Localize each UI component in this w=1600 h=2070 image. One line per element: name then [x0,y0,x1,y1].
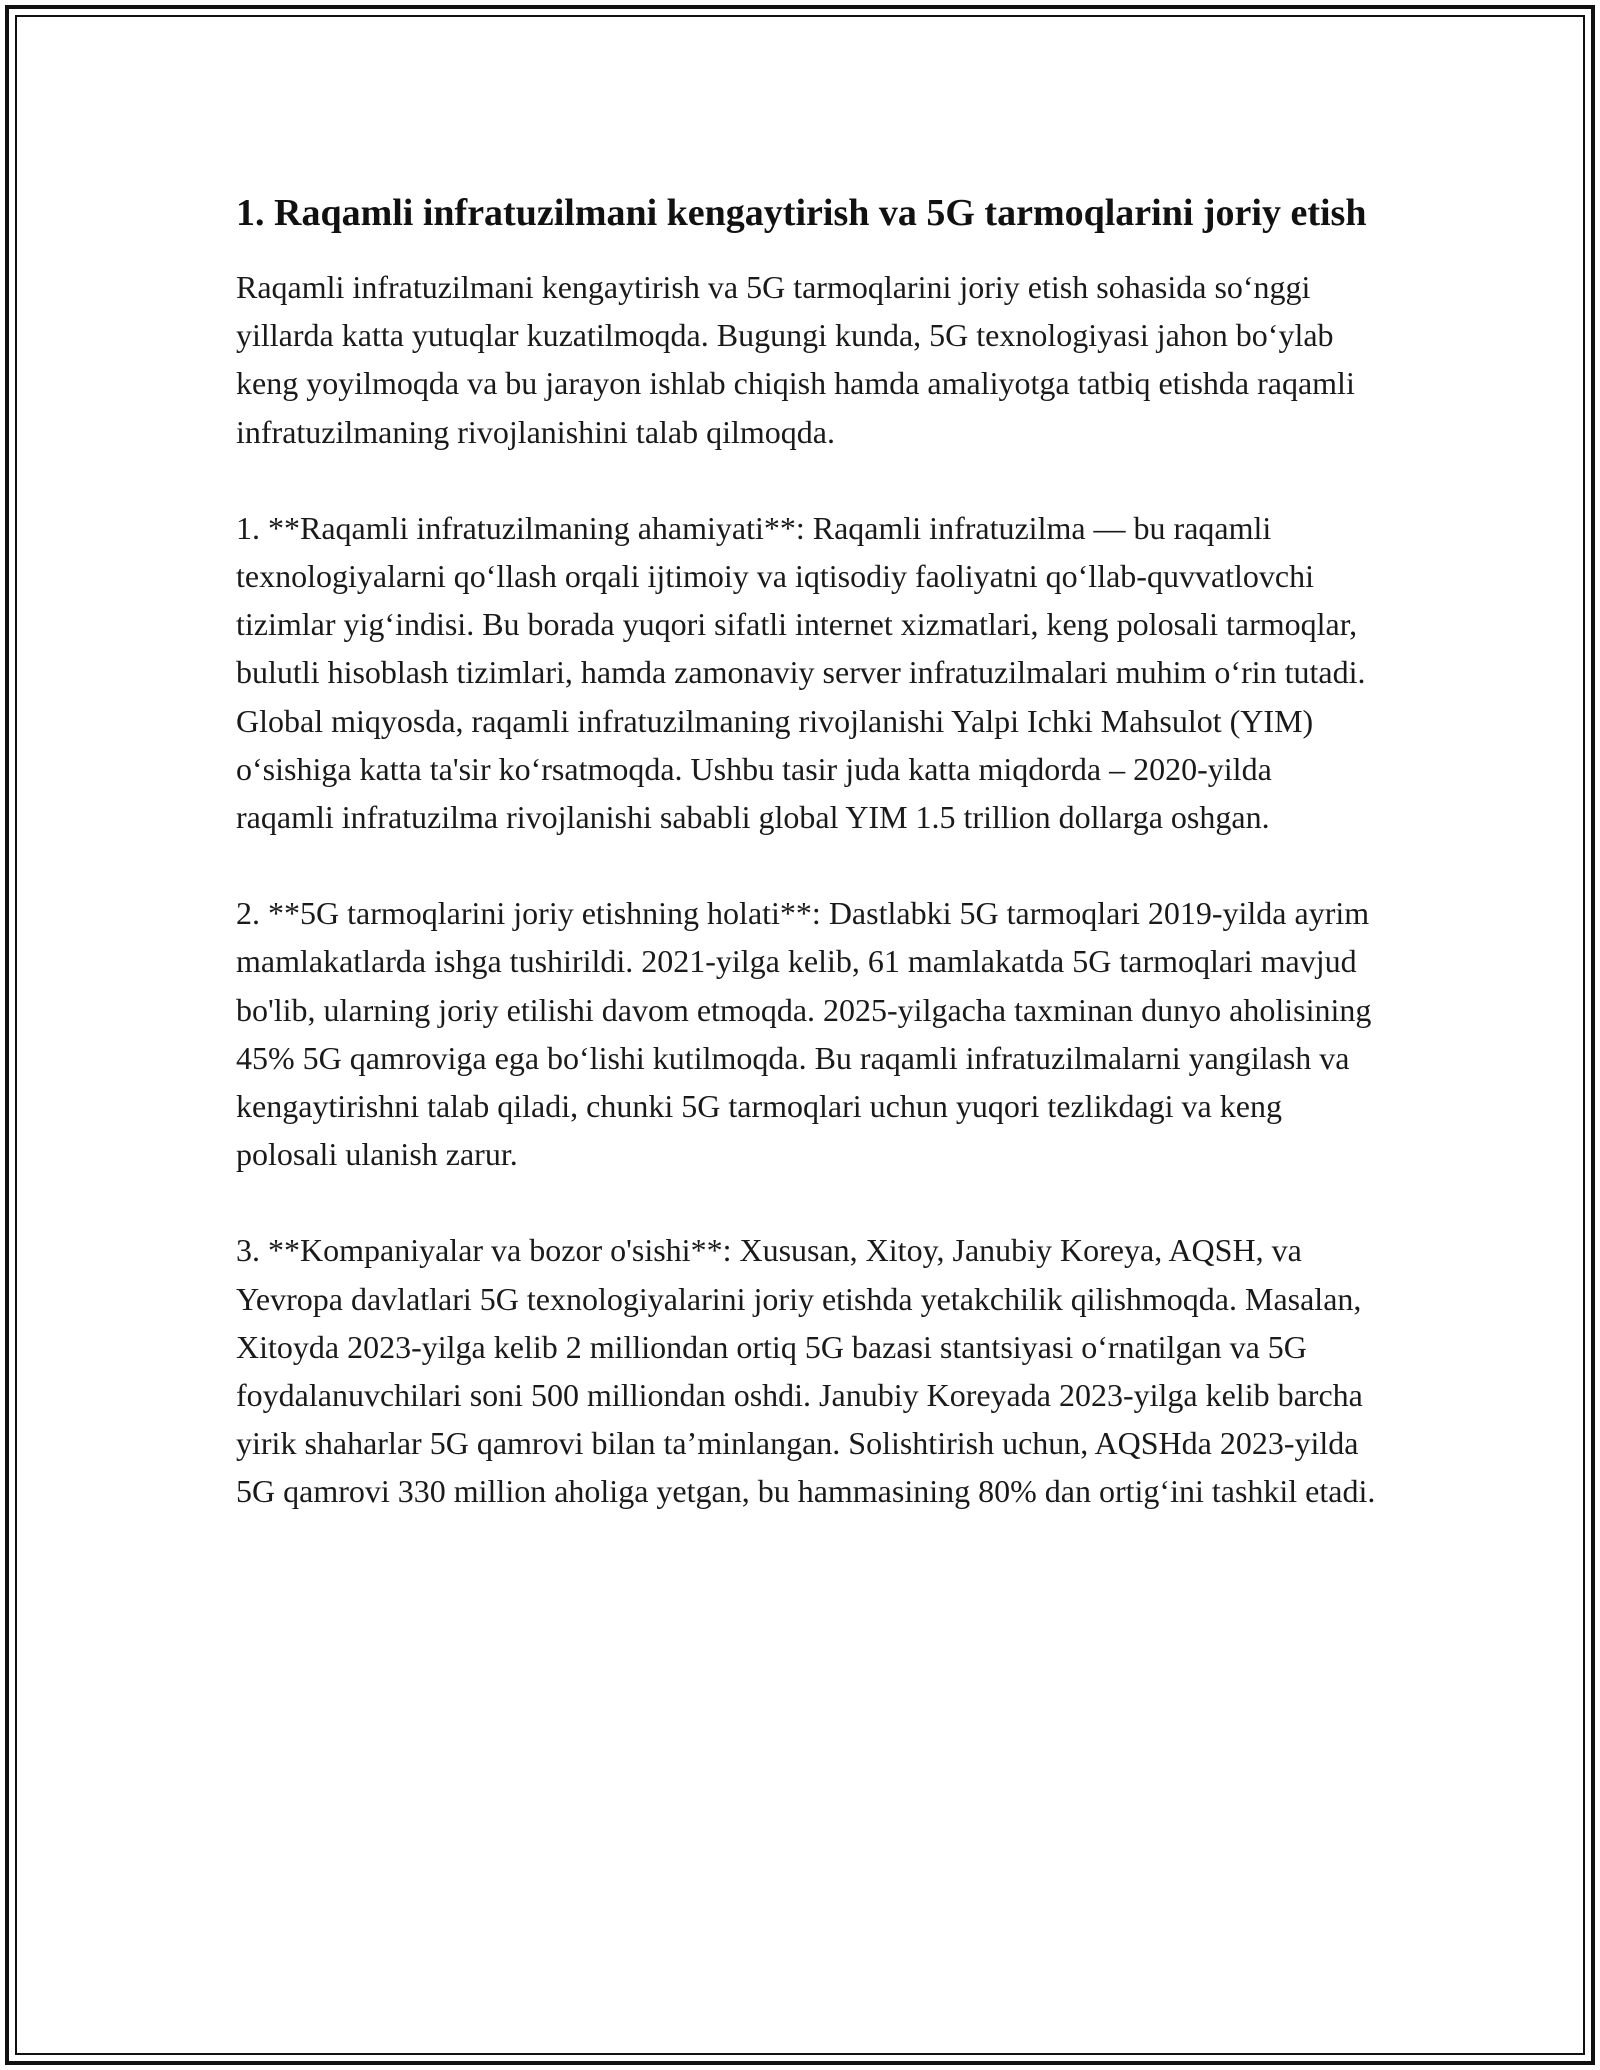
paragraph-5g-status: 2. **5G tarmoqlarini joriy etishning holati**: Dastlabki 5G tarmoqlari 2019-yilda ayrim mamlakatlarda ishga tushirildi. 2021-yilga kelib, 61 mamlakatda 5G tarmoqlari mavjud bo'lib, ularning joriy etilishi davom etmoqda. 2025-yilgacha taxminan dunyo aholisining 45% 5G qamroviga ega bo‘lishi kutilmoqda. Bu raqamli infratuzilmalarni yangilash va kengaytirishni talab qiladi, chunki 5G tarmoqlari uchun yuqori tezlikdagi va keng polosali ulanish zarur. [236,895,1372,1173]
section-heading: 1. Raqamli infratuzilmani kengaytirish va 5G tarmoqlarini joriy etish [236,192,1367,234]
paragraph-infrastructure-importance: 1. **Raqamli infratuzilmaning ahamiyati**: Raqamli infratuzilma — bu raqamli texnologiyalarni qo‘llash orqali ijtimoiy va iqtisodiy faoliyatni qo‘llab-quvvatlovchi tizimlar yig‘indisi. Bu borada yuqori sifatli internet xizmatlari, keng polosali tarmoqlar, bulutli hisoblash tizimlari, hamda zamonaviy server infratuzilmalari muhim o‘rin tutadi. Global miqyosda, raqamli infratuzilmaning rivojlanishi Yalpi Ichki Mahsulot (YIM) o‘sishiga katta ta'sir ko‘rsatmoqda. Ushbu tasir juda katta miqdorda – 2020-yilda raqamli infratuzilma rivojlanishi sababli global YIM 1.5 trillion dollarga oshgan. [236,509,1366,836]
document-body [236,186,1376,1564]
intro-paragraph: Raqamli infratuzilmani kengaytirish va 5G tarmoqlarini joriy etish sohasida so‘nggi yillarda katta yutuqlar kuzatilmoqda. Bugungi kunda, 5G texnologiyasi jahon bo‘ylab keng yoyilmoqda va bu jarayon ishlab chiqish hamda amaliyotga tatbiq etishda raqamli infratuzilmaning rivojlanishini talab qilmoqda. [236,269,1355,450]
paragraph-market-growth: 3. **Kompaniyalar va bozor o'sishi**: Xususan, Xitoy, Janubiy Koreya, AQSH, va Yevropa davlatlari 5G texnologiyalarini joriy etishda yetakchilik qilishmoqda. Masalan, Xitoyda 2023-yilga kelib 2 milliondan ortiq 5G bazasi stantsiyasi o‘rnatilgan va 5G foydalanuvchilari soni 500 milliondan oshdi. Janubiy Koreyada 2023-yilga kelib barcha yirik shaharlar 5G qamrovi bilan ta’minlangan. Solishtirish uchun, AQSHda 2023-yilda 5G qamrovi 330 million aholiga yetgan, bu hammasining 80% dan ortig‘ini tashkil etadi. [236,1232,1376,1510]
